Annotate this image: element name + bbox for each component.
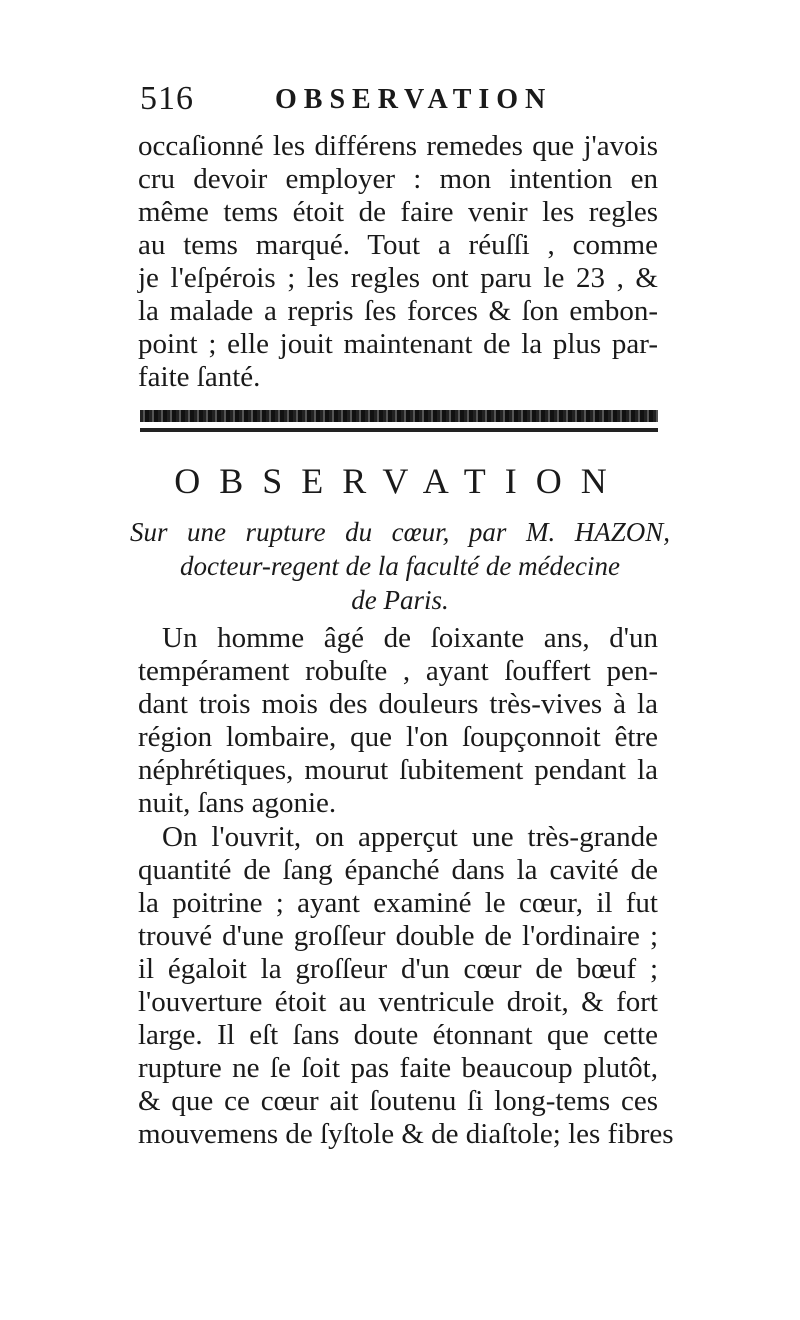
text-line: l'ouverture étoit au ventricule droit, & fort [138,986,658,1018]
text-line: je l'eſpérois ; les regles ont paru le 23 , & [138,262,658,294]
subtitle-line: docteur-regent de la faculté de médecine [179,551,621,581]
text-line: large. Il eſt ſans doute étonnant que cette [138,1019,658,1051]
text-line: trouvé d'une groſſeur double de l'ordinaire ; [138,920,658,952]
text-line: On l'ouvrit, on apperçut une très-grande [162,821,658,853]
text-line: faite ſanté. [138,361,261,393]
section-subtitle [130,515,670,617]
text-line: région lombaire, que l'on ſoupçonnoit être [138,721,658,753]
text-line: tempérament robuſte , ayant ſouffert pen- [138,655,658,687]
page-number: 516 [140,80,194,117]
subtitle-line: Sur une rupture du cœur, par M. HAZON, [130,517,670,547]
text-line: il égaloit la groſſeur d'un cœur de bœuf ; [138,953,658,985]
text-line: dant trois mois des douleurs très-vives à la [138,688,658,720]
text-line: point ; elle jouit maintenant de la plus par- [138,328,658,360]
text-line: mouvemens de ſyſtole & de diaſtole; les fibres [138,1118,674,1150]
text-line: nuit, ſans agonie. [138,787,337,819]
page-header [140,80,660,124]
text-line: & que ce cœur ait ſoutenu ſi long-tems ces [138,1085,658,1117]
text-line: Un homme âgé de ſoixante ans, d'un [162,622,658,654]
paragraph [138,622,658,820]
text-line: au tems marqué. Tout a réuſſi , comme [138,229,658,261]
continued-paragraph [138,130,658,394]
text-line: cru devoir employer : mon intention en [138,163,658,195]
text-line: même tems étoit de faire venir les regles [138,196,658,228]
subtitle-line: de Paris. [351,585,449,615]
text-line: la malade a repris ſes forces & ſon embon- [138,295,658,327]
paragraph [138,821,674,1151]
text-line: rupture ne ſe ſoit pas faite beaucoup plutôt, [138,1052,658,1084]
divider-rule [140,428,658,432]
text-line: quantité de ſang épanché dans la cavité de [138,854,658,886]
text-line: néphrétiques, mourut ſubitement pendant la [138,754,658,786]
text-line: la poitrine ; ayant examiné le cœur, il fut [138,887,658,919]
running-title: OBSERVATION [275,84,553,115]
text-line: occaſionné les différens remedes que j'avois [138,130,658,162]
ornamental-rule [140,410,658,422]
section-title: OBSERVATION [174,461,626,501]
